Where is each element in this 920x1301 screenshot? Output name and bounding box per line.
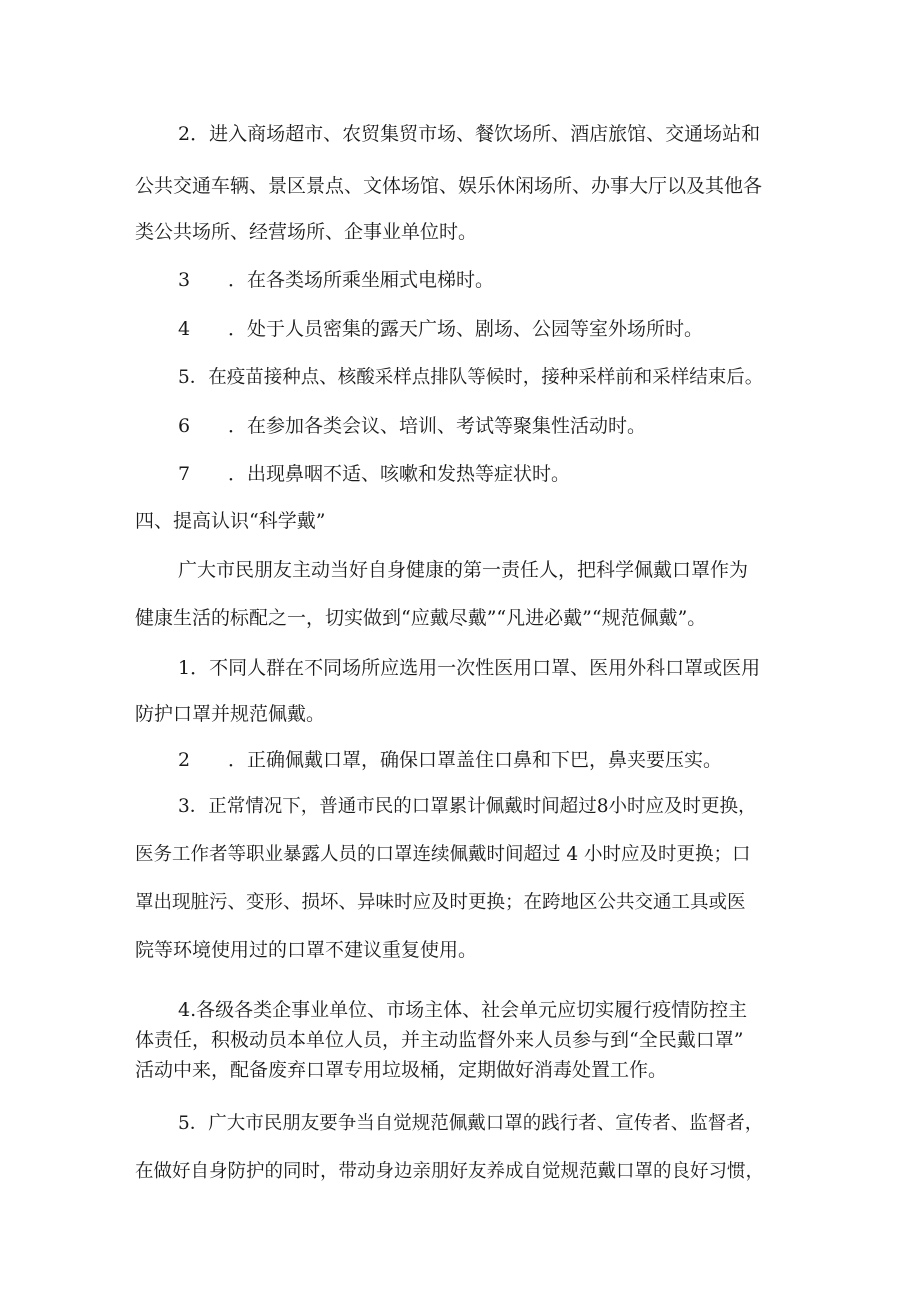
list-item-line xyxy=(178,1112,763,1136)
paragraph-line: 健康生活的标配之一，切实做到“应戴尽戴”“凡进必戴”“规范佩戴”。 xyxy=(135,607,707,629)
paragraph-line: 罩出现脏污、变形、损坏、异味时应及时更换；在跨地区公共交通工具或医 xyxy=(135,892,746,913)
item-number: 3 xyxy=(178,796,190,817)
item-text: ．广大市民朋友要争当自觉规范佩戴口罩的践行者、宣传者、监督者， xyxy=(189,1113,764,1134)
paragraph-line: 防护口罩并规范佩戴。 xyxy=(135,703,326,725)
item-number: 2 xyxy=(178,749,191,771)
item-text: ．正确佩戴口罩，确保口罩盖住口鼻和下巴，鼻夹要压实。 xyxy=(228,749,723,771)
item-number: 5 xyxy=(178,367,190,388)
item-text: ．出现鼻咽不适、咳嗽和发热等症状时。 xyxy=(228,463,571,485)
paragraph-line: 活动中来，配备废弃口罩专用垃圾桶，定期做好消毒处置工作。 xyxy=(135,1059,668,1081)
item-number: 2 xyxy=(178,123,191,145)
paragraph-line: 类公共场所、经营场所、企事业单位时。 xyxy=(135,221,478,243)
list-item-line xyxy=(178,656,760,680)
list-item-line xyxy=(178,998,747,1022)
paragraph-line: 医务工作者等职业暴露人员的口罩连续佩戴时间超过 4 小时应及时更换；口 xyxy=(135,844,751,865)
item-text: ．不同人群在不同场所应选用一次性医用口罩、医用外科口罩或医用 xyxy=(190,657,761,679)
paragraph-line: 在做好自身防护的同时，带动身边亲朋好友养成自觉规范戴口罩的良好习惯， xyxy=(135,1161,765,1182)
paragraph-line: 公共交通车辆、景区景点、文体场馆、娱乐休闲场所、办事大厅以及其他各 xyxy=(135,175,763,197)
item-text: ．正常情况下，普通市民的口罩累计佩戴时间超过8小时应及时更换， xyxy=(189,796,757,817)
item-number: 7 xyxy=(178,463,191,485)
item-text: ．进入商场超市、农贸集贸市场、餐饮场所、酒店旅馆、交通场站和 xyxy=(190,123,761,145)
item-number: 4 xyxy=(178,318,191,340)
list-item-line xyxy=(178,414,646,438)
item-text: .各级各类企事业单位、市场主体、社会单元应切实履行疫情防控主 xyxy=(190,999,748,1021)
item-text: ．处于人员密集的露天广场、剧场、公园等室外场所时。 xyxy=(228,318,704,340)
section-heading: 四、提高认识“科学戴” xyxy=(135,510,326,532)
item-text: ．在参加各类会议、培训、考试等聚集性活动时。 xyxy=(228,415,647,437)
list-item-line xyxy=(178,122,760,146)
list-item-line xyxy=(178,748,722,772)
paragraph-line: 院等环境使用过的口罩不建议重复使用。 xyxy=(135,939,478,961)
item-number: 6 xyxy=(178,415,191,437)
list-item-line xyxy=(178,795,757,819)
item-text: ．在疫苗接种点、核酸采样点排队等候时，接种采样前和采样结束后。 xyxy=(189,367,764,388)
list-item-line xyxy=(178,366,763,390)
item-text: ．在各类场所乘坐厢式电梯时。 xyxy=(228,269,495,291)
paragraph-line: 广大市民朋友主动当好自身健康的第一责任人，把科学佩戴口罩作为 xyxy=(178,559,749,581)
list-item-line xyxy=(178,462,570,486)
item-number: 4 xyxy=(178,999,191,1021)
item-number: 5 xyxy=(178,1113,190,1134)
list-item-line xyxy=(178,268,494,292)
item-number: 1 xyxy=(178,657,191,679)
item-number: 3 xyxy=(178,269,191,291)
paragraph-line: 体责任，积极动员本单位人员，并主动监督外来人员参与到“全民戴口罩” xyxy=(135,1029,744,1051)
list-item-line xyxy=(178,317,703,341)
